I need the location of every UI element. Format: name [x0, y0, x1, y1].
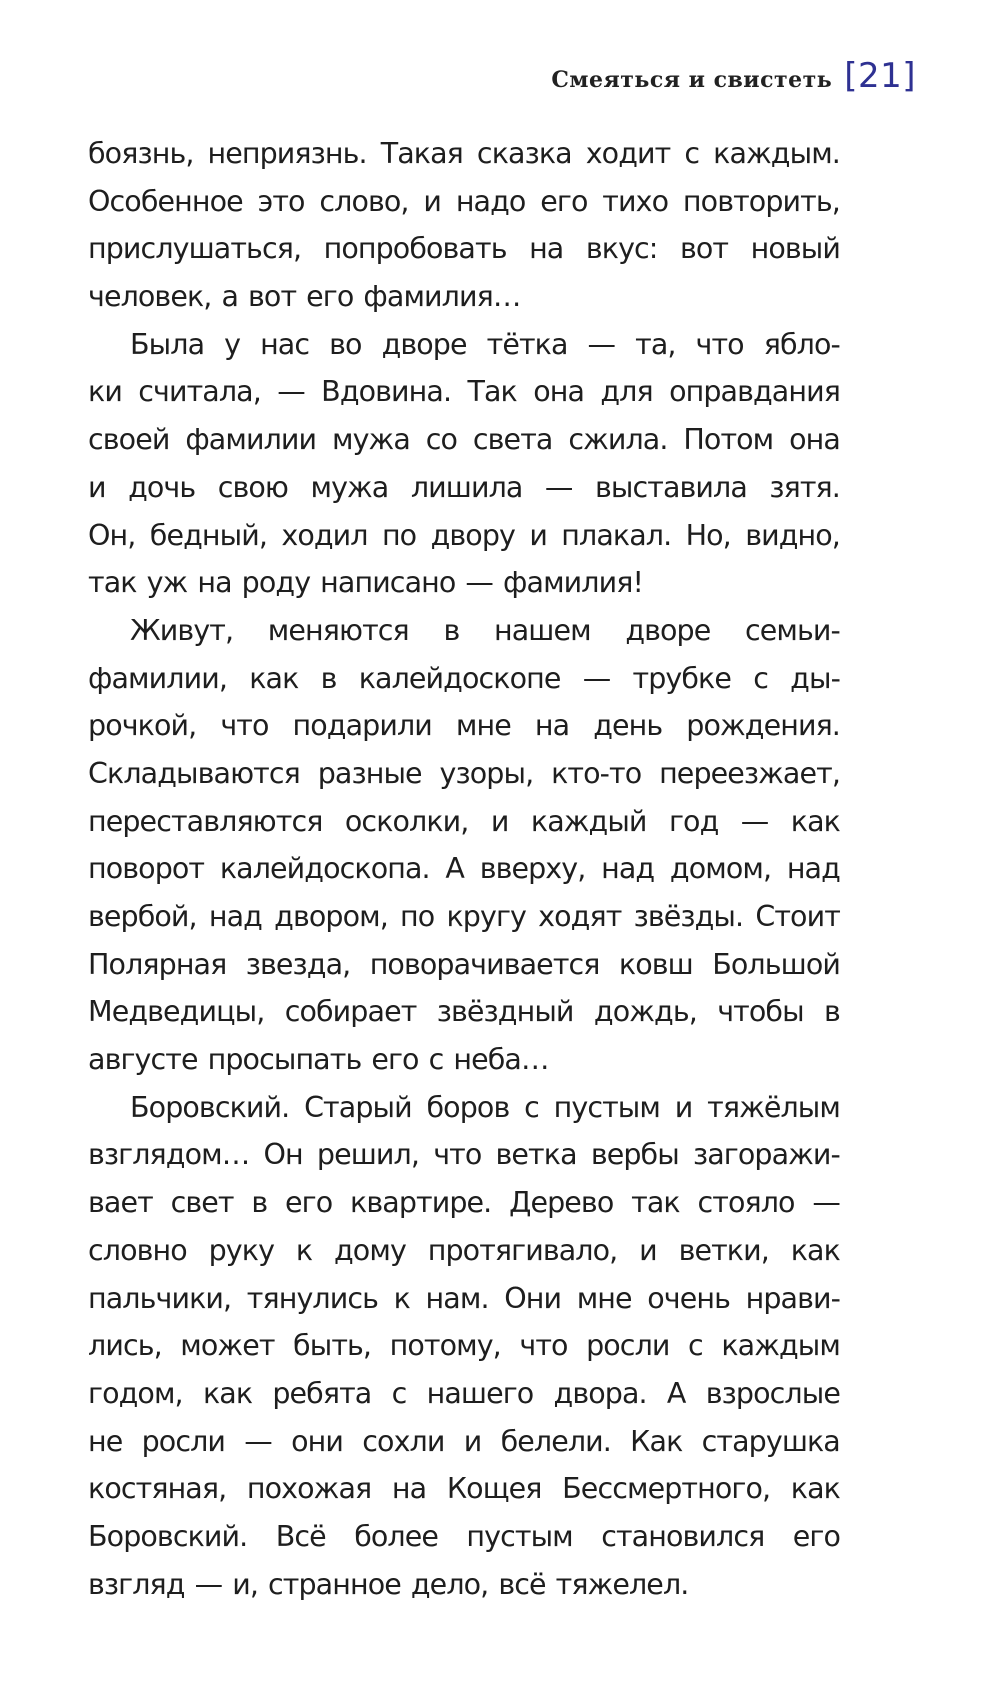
text-line: Складываются разные узоры, кто-то переезжает, — [88, 756, 840, 790]
text-line: взгляд — и, странное дело, всё тяжелел. — [88, 1567, 689, 1601]
text-line: августе просыпать его с неба… — [88, 1043, 549, 1077]
running-title: Смеяться и свистеть — [551, 67, 833, 93]
text-line: Особенное это слово, и надо его тихо повторить, — [88, 184, 840, 218]
text-line: прислушаться, попробовать на вкус: вот новый — [88, 232, 840, 266]
text-line: так уж на роду написано — фамилия! — [88, 566, 643, 600]
body-text — [88, 130, 840, 1608]
text-line: костяная, похожая на Кощея Бессмертного, как — [88, 1472, 840, 1506]
text-line: Живут, меняются в нашем дворе семьи- — [130, 613, 840, 647]
text-line: словно руку к дому протягивало, и ветки, как — [88, 1233, 840, 1267]
text-line: рочкой, что подарили мне на день рождения. — [88, 709, 840, 743]
text-line: Медведицы, собирает звёздный дождь, чтобы в — [88, 995, 840, 1029]
text-line: и дочь свою мужа лишила — выставила зятя. — [88, 470, 840, 504]
text-line: пальчики, тянулись к нам. Они мне очень нрави- — [88, 1281, 840, 1315]
text-line: годом, как ребята с нашего двора. А взрослые — [88, 1376, 840, 1410]
text-line: Боровский. Старый боров с пустым и тяжёлым — [130, 1090, 840, 1124]
running-head — [551, 56, 916, 96]
text-line: вербой, над двором, по кругу ходят звёзды. Стоит — [88, 900, 840, 933]
text-line: фамилии, как в калейдоскопе — трубке с ды- — [88, 661, 840, 695]
text-line: своей фамилии мужа со света сжила. Потом она — [88, 423, 840, 457]
text-line: Он, бедный, ходил по двору и плакал. Но, видно, — [88, 518, 840, 552]
text-line: боязнь, неприязнь. Такая сказка ходит с каждым. — [88, 137, 840, 170]
text-line: поворот калейдоскопа. А вверху, над домом, над — [88, 852, 840, 886]
text-line: лись, может быть, потому, что росли с каждым — [88, 1329, 840, 1363]
text-line: ки считала, — Вдовина. Так она для оправдания — [88, 375, 840, 409]
text-line: переставляются осколки, и каждый год — как — [88, 804, 840, 838]
text-line: взглядом… Он решил, что ветка вербы загоражи- — [88, 1138, 840, 1172]
text-line: Полярная звезда, поворачивается ковш Большой — [88, 947, 840, 981]
text-line: вает свет в его квартире. Дерево так стояло — — [88, 1186, 840, 1220]
text-line: человек, а вот его фамилия… — [88, 280, 521, 314]
page-number: [21] — [844, 56, 916, 96]
text-line: Боровский. Всё более пустым становился его — [88, 1519, 840, 1553]
text-line: Была у нас во дворе тётка — та, что ябло- — [130, 327, 840, 361]
text-line: не росли — они сохли и белели. Как старушка — [88, 1424, 840, 1458]
